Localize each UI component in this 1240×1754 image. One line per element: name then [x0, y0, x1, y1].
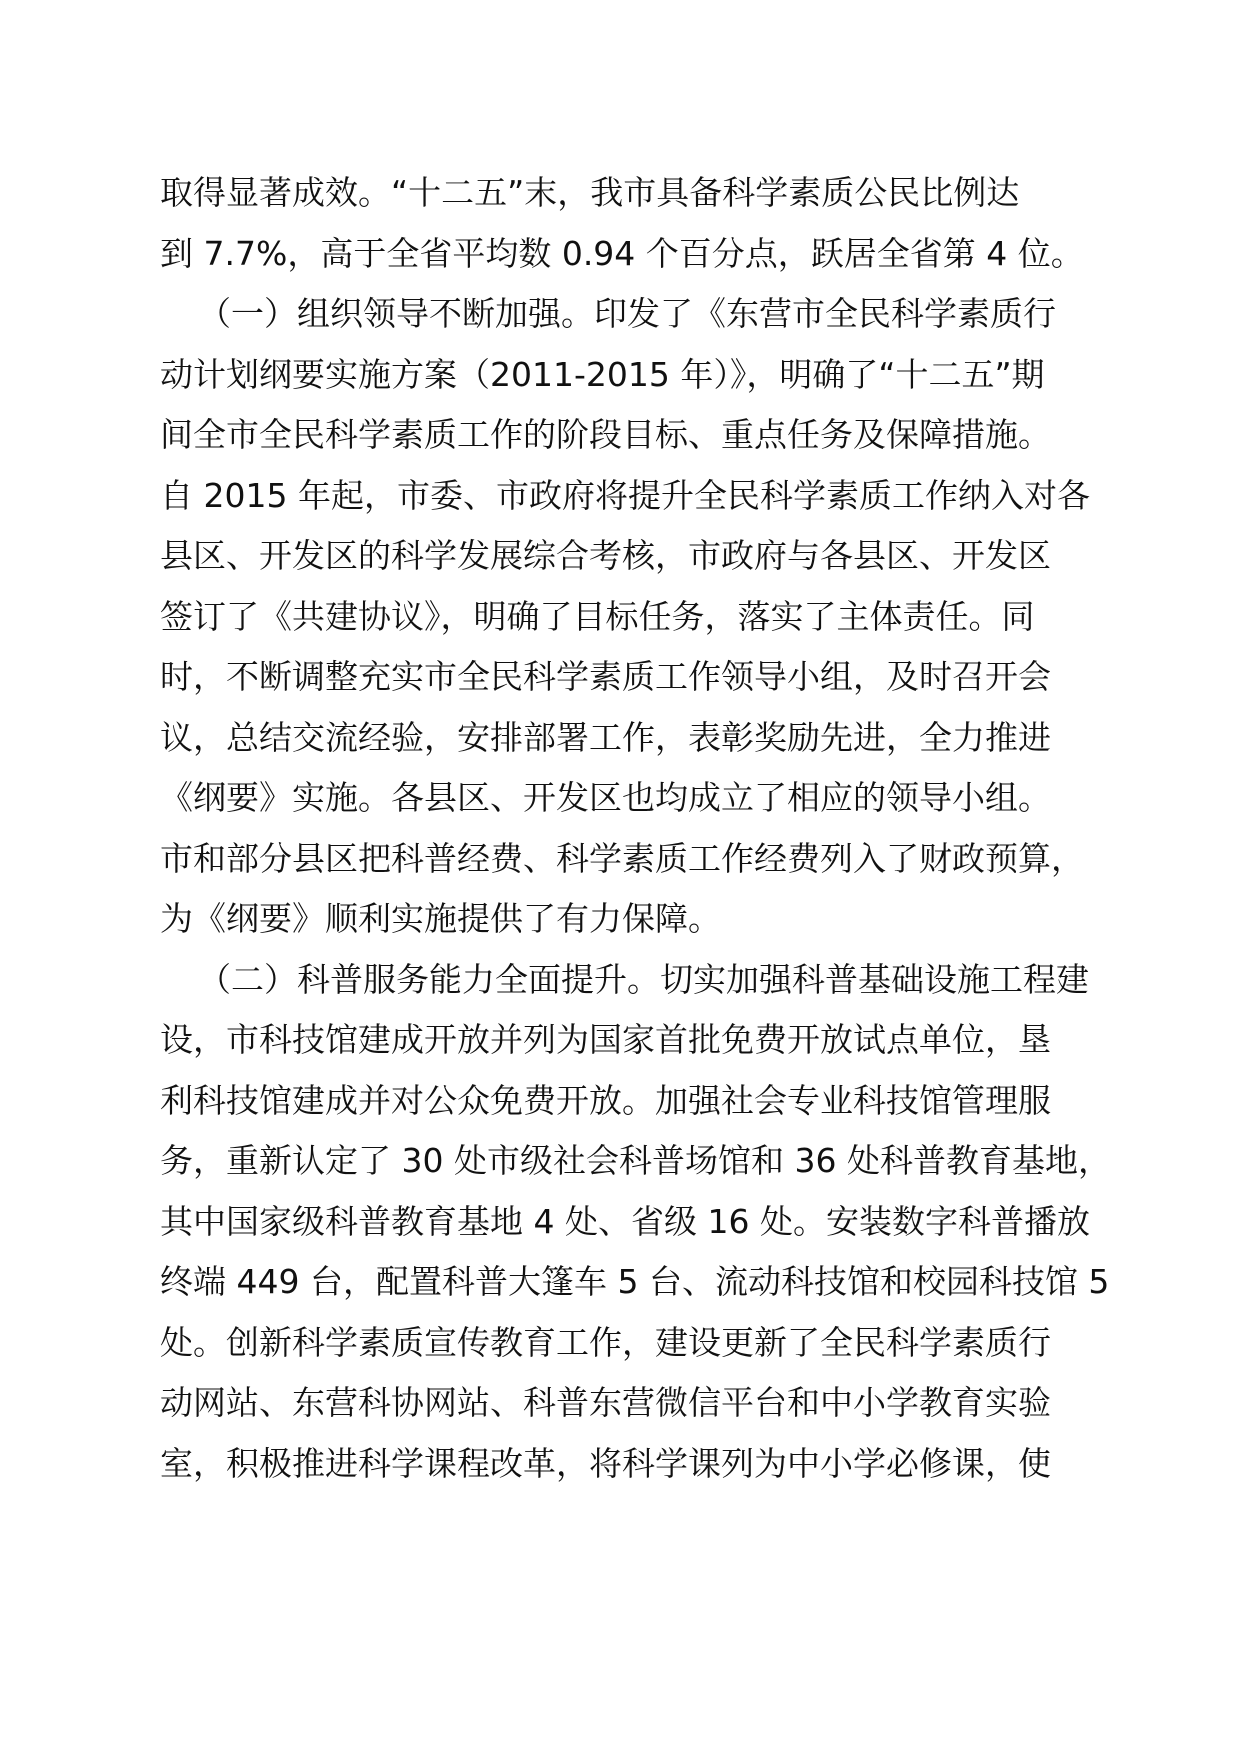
text-line: 县区、开发区的科学发展综合考核，市政府与各县区、开发区 [160, 536, 1051, 575]
text-line: 为《纲要》顺利实施提供了有力保障。 [160, 899, 721, 938]
text-line: 议，总结交流经验，安排部署工作，表彰奖励先进，全力推进 [160, 717, 1051, 757]
text-line: 时，不断调整充实市全民科学素质工作领导小组，及时召开会 [160, 657, 1051, 696]
text-line: 市和部分县区把科普经费、科学素质工作经费列入了财政预算， [160, 838, 1084, 878]
text-line: 务，重新认定了 30 处市级社会科普场馆和 36 处科普教育基地， [160, 1141, 1111, 1180]
text-line: 取得显著成效。“十二五”末，我市具备科学素质公民比例达 [160, 173, 1020, 212]
text-line: 到 7.7%，高于全省平均数 0.94 个百分点，跃居全省第 4 位。 [160, 233, 1084, 273]
text-line: 室，积极推进科学课程改革，将科学课列为中小学必修课，使 [160, 1443, 1051, 1483]
text-line: 间全市全民科学素质工作的阶段目标、重点任务及保障措施。 [160, 415, 1051, 454]
text-line: 设，市科技馆建成开放并列为国家首批免费开放试点单位，垦 [160, 1020, 1051, 1059]
text-line: 自 2015 年起，市委、市政府将提升全民科学素质工作纳入对各 [160, 475, 1090, 515]
body-text [160, 163, 1120, 1494]
text-line: 《纲要》实施。各县区、开发区也均成立了相应的领导小组。 [160, 778, 1051, 817]
section-heading-line: （二）科普服务能力全面提升。切实加强科普基础设施工程建 [198, 959, 1089, 999]
text-line: 终端 449 台，配置科普大篷车 5 台、流动科技馆和校园科技馆 5 [160, 1262, 1110, 1301]
text-line: 签订了《共建协议》，明确了目标任务，落实了主体责任。同 [160, 596, 1035, 636]
section-heading-line: （一）组织领导不断加强。印发了《东营市全民科学素质行 [198, 294, 1056, 333]
text-line: 处。创新科学素质宣传教育工作，建设更新了全民科学素质行 [160, 1322, 1051, 1362]
text-line: 动网站、东营科协网站、科普东营微信平台和中小学教育实验 [160, 1383, 1051, 1422]
text-line: 利科技馆建成并对公众免费开放。加强社会专业科技馆管理服 [160, 1080, 1051, 1120]
text-line: 其中国家级科普教育基地 4 处、省级 16 处。安装数字科普播放 [160, 1201, 1090, 1241]
text-line: 动计划纲要实施方案（2011-2015 年）》，明确了“十二五”期 [160, 354, 1045, 394]
